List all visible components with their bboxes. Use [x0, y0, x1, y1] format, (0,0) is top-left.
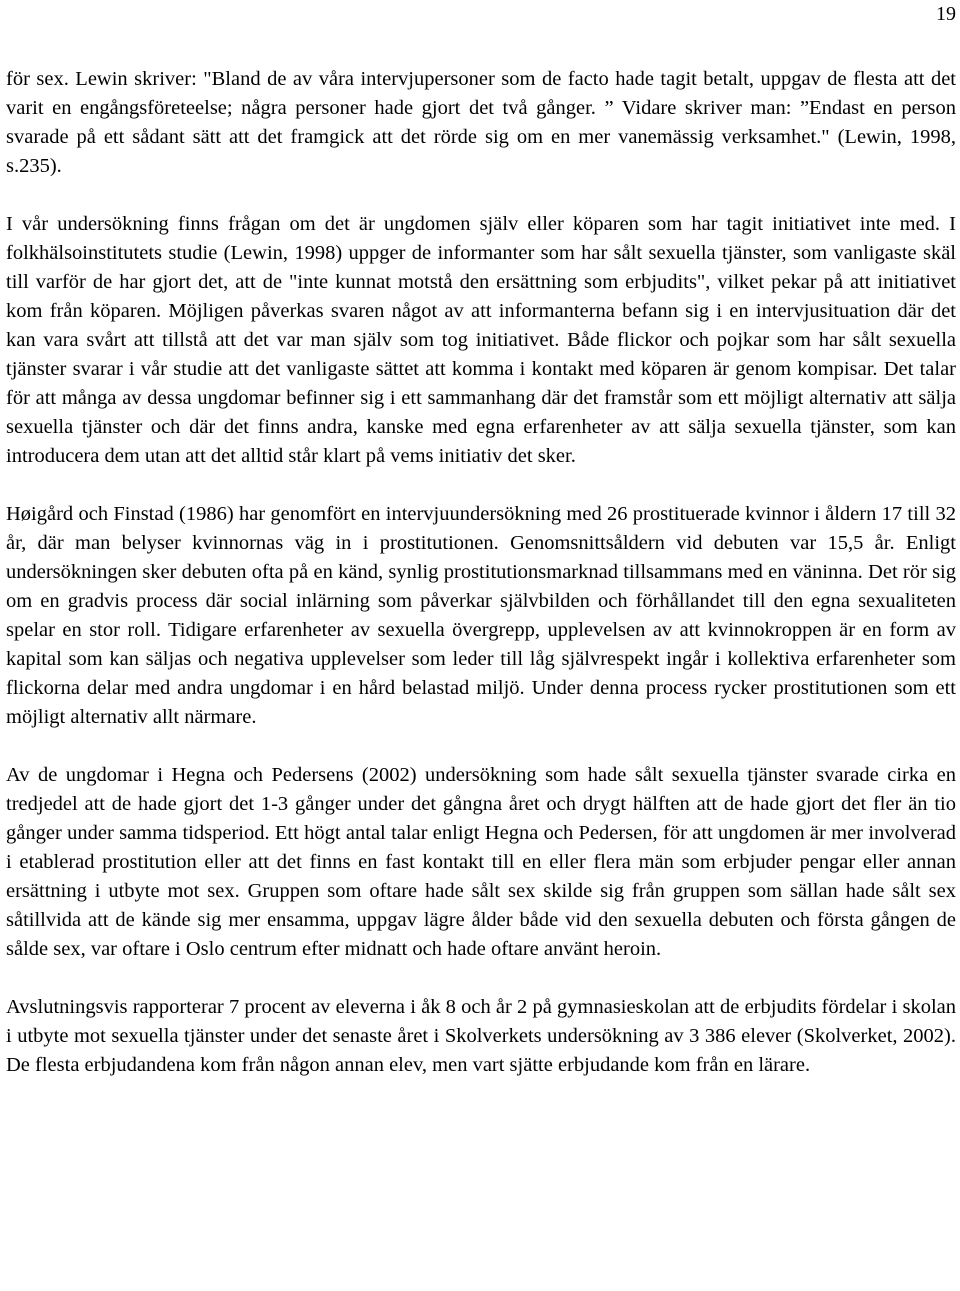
paragraph-lewin-quote: för sex. Lewin skriver: "Bland de av våra intervjupersoner som de facto hade tagit betalt, uppgav de flesta att det varit en engångsföreteelse; några personer hade gjort det två gånger. ” Vidare skriver man: ”Endast en person svarade på ett sådant sätt att det framgick att det rörde sig om en mer vanemässig verksamhet." (Lewin, 1998, s.235). — [6, 68, 956, 177]
document-body — [6, 65, 956, 1080]
paragraph-hegna-pedersen: Av de ungdomar i Hegna och Pedersens (2002) undersökning som hade sålt sexuella tjänster svarade cirka en tredjedel att de hade gjort det 1-3 gånger under det gångna året och drygt hälften att de hade gjort det fler än tio gånger under samma tidsperiod. Ett högt antal talar enligt Hegna och Pedersen, för att ungdomen är mer involverad i etablerad prostitution eller att det finns en fast kontakt till en eller flera män som erbjuder pengar eller annan ersättning i utbyte mot sex. Gruppen som oftare hade sålt sex skilde sig från gruppen som sällan hade sålt sex såtillvida att de kände sig mer ensamma, uppgav lägre ålder både vid den sexuella debuten och första gången de sålde sex, var oftare i Oslo centrum efter midnatt och hade oftare använt heroin. — [6, 764, 956, 960]
paragraph-initiative: I vår undersökning finns frågan om det är ungdomen själv eller köparen som har tagit initiativet inte med. I folkhälsoinstitutets studie (Lewin, 1998) uppger de informanter som har sålt sexuella tjänster, som vanligaste skäl till varför de har gjort det, att de "inte kunnat motstå den ersättning som erbjudits", vilket pekar på att initiativet kom från köparen. Möjligen påverkas svaren något av att informanterna befann sig i en intervjusituation där det kan vara svårt att tillstå att det var man själv som tog initiativet. Både flickor och pojkar som har sålt sexuella tjänster svarar i vår studie att det vanligaste sättet att komma i kontakt med köparen är genom kompisar. Det talar för att många av dessa ungdomar befinner sig i ett sammanhang där det framstår som ett möjligt alternativ att sälja sexuella tjänster och där det finns andra, kanske med egna erfarenheter av att sälja sexuella tjänster, som kan introducera dem utan att det alltid står klart på vems initiativ det sker. — [6, 213, 956, 467]
paragraph-spacer — [6, 181, 956, 210]
paragraph-hoigard-finstad: Høigård och Finstad (1986) har genomfört en intervjuundersökning med 26 prostituerade kvinnor i åldern 17 till 32 år, där man belyser kvinnornas väg in i prostitutionen. Genomsnittsåldern vid debuten var 15,5 år. Enligt undersökningen sker debuten ofta på en känd, synlig prostitutionsmarknad tillsammans med en väninna. Det rör sig om en gradvis process där social inlärning som påverkar självbilden och förhållandet till den egna sexualiteten spelar en stor roll. Tidigare erfarenheter av sexuella övergrepp, upplevelsen av att kvinnokroppen är en form av kapital som kan säljas och negativa upplevelser som leder till låg självrespekt ingår i kollektiva erfarenheter som flickorna delar med andra ungdomar i en hård belastad miljö. Under denna process rycker prostitutionen som ett möjligt alternativ allt närmare. — [6, 503, 956, 728]
paragraph-spacer — [6, 732, 956, 761]
paragraph-skolverket: Avslutningsvis rapporterar 7 procent av eleverna i åk 8 och år 2 på gymnasieskolan att de erbjudits fördelar i skolan i utbyte mot sexuella tjänster under det senaste året i Skolverkets undersökning av 3 386 elever (Skolverket, 2002). De flesta erbjudandena kom från någon annan elev, men vart sjätte erbjudande kom från en lärare. — [6, 996, 956, 1076]
paragraph-spacer — [6, 471, 956, 500]
page-number: 19 — [936, 3, 956, 25]
paragraph-spacer — [6, 964, 956, 993]
